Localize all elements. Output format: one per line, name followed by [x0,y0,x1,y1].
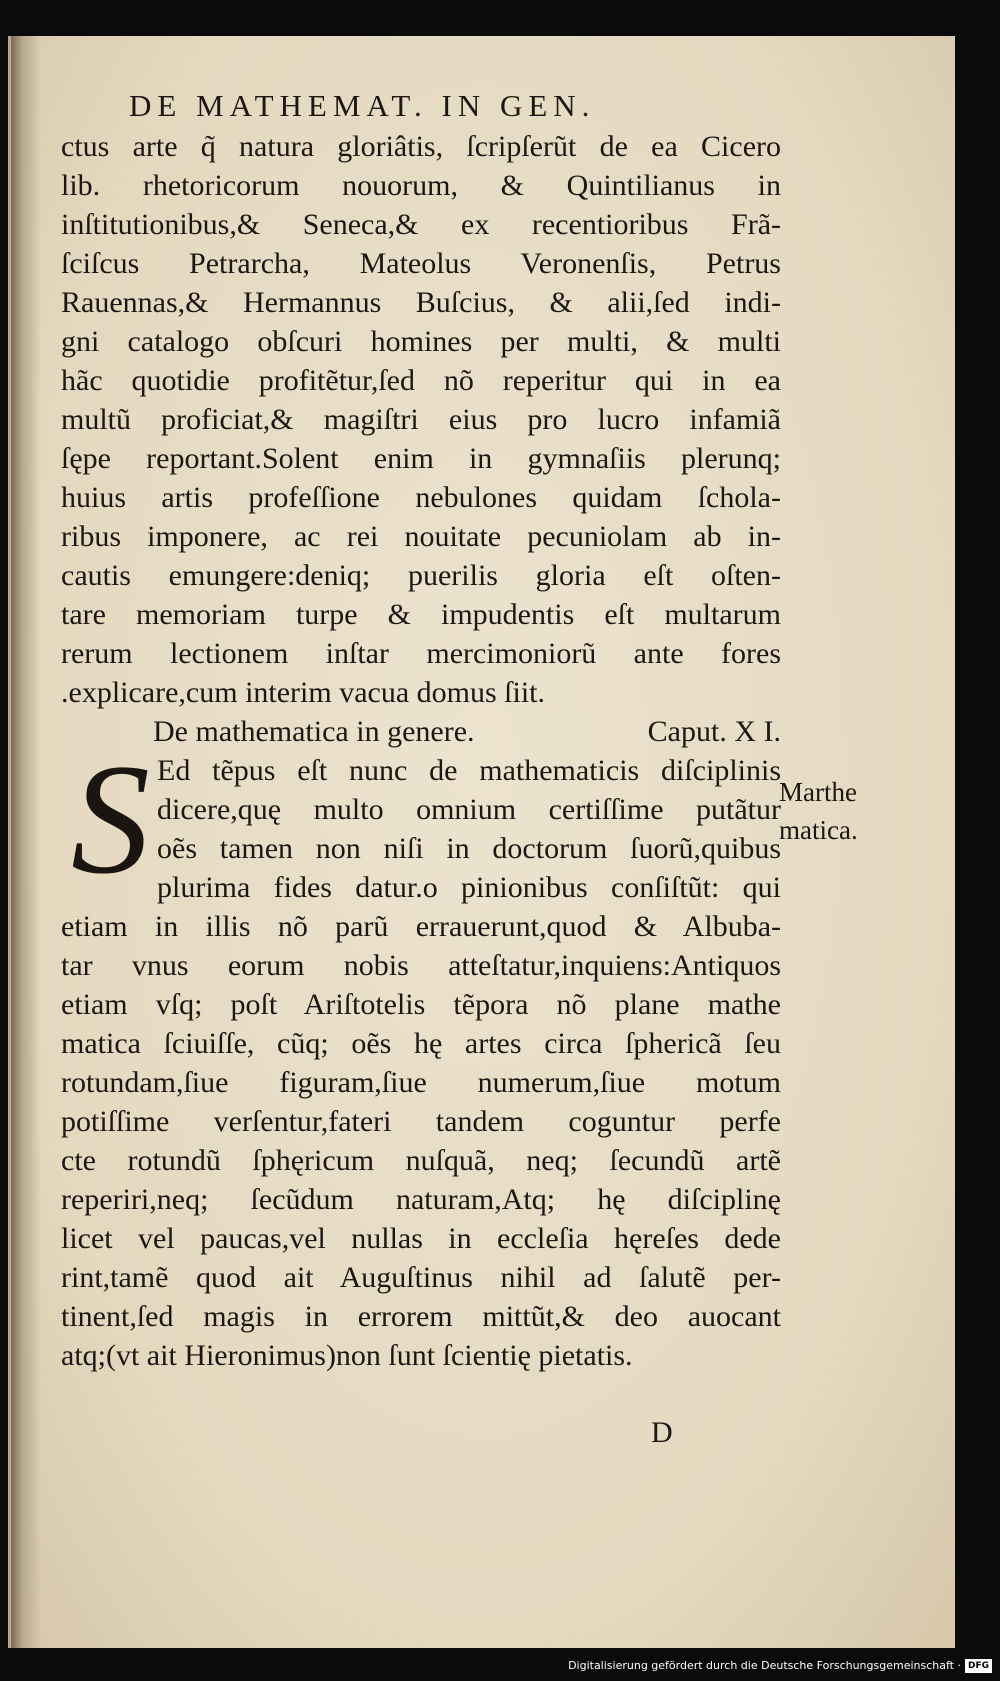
text-line: lib. rhetoricorum nouorum, & Quintilianus in [61,169,781,202]
text-line: tare memoriam turpe & impudentis eſt multarum [61,598,781,631]
text-line: cautis emungere:deniq; puerilis gloria eſt oſten- [61,559,781,592]
text-line: plurima fides datur.o pinionibus conſiſtũt: qui [157,871,781,904]
marginal-note [779,773,889,849]
text-line: .explicare,cum interim vacua domus ſiit. [61,676,546,709]
signature-mark: D [651,1416,673,1449]
text-line: reperiri,neq; ſecũdum naturam,Atq; hę diſciplinę [61,1183,781,1216]
text-line: rotundam,ſiue figuram,ſiue numerum,ſiue motum [61,1066,781,1099]
margin-note-line: matica. [779,815,858,845]
chapter-number: Caput. X I. [647,715,781,748]
text-line: Rauennas,& Hermannus Buſcius, & alii,ſed indi- [61,286,781,319]
text-line: tar vnus eorum nobis atteſtatur,inquiens:Antiquos [61,949,781,982]
text-line: rerum lectionem inſtar mercimoniorũ ante fores [61,637,781,670]
text-line: matica ſciuiſſe, cũq; oẽs hę artes circa ſphericã ſeu [61,1027,781,1060]
running-header: DE MATHEMAT. IN GEN. [129,88,596,123]
margin-note-line: Marthe [779,777,857,807]
text-line: dicere,quę multo omnium certiſſime putãtur [157,793,781,826]
text-line: ribus imponere, ac rei nouitate pecuniolam ab in- [61,520,781,553]
text-line: ſępe reportant.Solent enim in gymnaſiis plerunq; [61,442,781,475]
chapter-title: De mathematica in genere. [153,715,475,748]
chapter-heading [61,712,781,751]
text-line: gni catalogo obſcuri homines per multi, & multi [61,325,781,358]
text-line: huius artis profeſſione nebulones quidam ſchola- [61,481,781,514]
text-line: multũ proficiat,& magiſtri eius pro lucro infamiã [61,403,781,436]
paragraph-top [61,127,781,712]
text-line: licet vel paucas,vel nullas in eccleſia hęreſes dede [61,1222,781,1255]
dropcap-letter: S [71,732,150,907]
text-line: oẽs tamen non niſi in doctorum ſuorũ,quibus [157,832,781,865]
book-page [8,36,955,1648]
text-line: rint,tamẽ quod ait Auguſtinus nihil ad ſalutẽ per- [61,1261,781,1294]
text-line: atq;(vt ait Hieronimus)non ſunt ſcientię pietatis. [61,1339,633,1372]
text-line: etiam in illis nõ parũ errauerunt,quod & Albuba- [61,910,781,943]
paragraph-bottom [61,868,781,1375]
text-line: tinent,ſed magis in errorem mittũt,& deo auocant [61,1300,781,1333]
text-line: etiam vſq; poſt Ariſtotelis tẽpora nõ plane mathe [61,988,781,1021]
dfg-logo: DFG [965,1659,992,1673]
footer-text: Digitalisierung gefördert durch die Deutsche Forschungsgemeinschaft · [568,1659,961,1672]
text-line: ctus arte q̃ natura gloriâtis, ſcripſerũt de ea Cicero [61,130,781,163]
text-line: ſciſcus Petrarcha, Mateolus Veronenſis, Petrus [61,247,781,280]
text-line: hãc quotidie profitẽtur,ſed nõ reperitur qui in ea [61,364,781,397]
page-gutter-shadow [11,36,41,1648]
digitization-footer [568,1655,992,1677]
text-line: inſtitutionibus,& Seneca,& ex recentioribus Frã- [61,208,781,241]
text-line: cte rotundũ ſphęricum nuſquã, neq; ſecundũ artẽ [61,1144,781,1177]
text-line: potiſſime verſentur,fateri tandem coguntur perfe [61,1105,781,1138]
dropcap-lines [61,751,781,868]
main-text-block [61,84,781,1375]
text-line: Ed tẽpus eſt nunc de mathematicis diſciplinis [157,754,781,787]
